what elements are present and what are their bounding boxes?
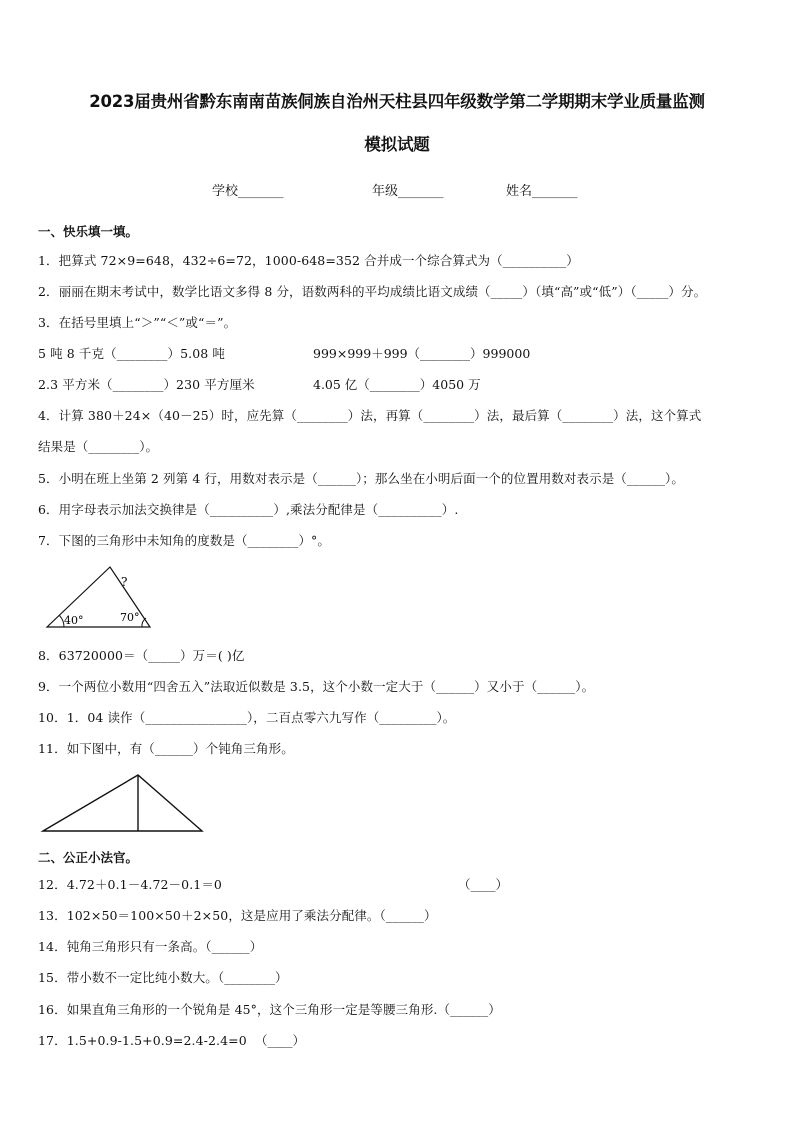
question-3b: 999×999＋999（________）999000 <box>313 346 531 361</box>
angle-right-label: 70° <box>120 611 140 624</box>
question-6: 6．用字母表示加法交换律是（__________）,乘法分配律是（__________）. <box>38 502 459 517</box>
question-10: 10．1．04 读作（________________），二百点零六九写作（_________）。 <box>38 710 456 725</box>
question-7: 7．下图的三角形中未知角的度数是（________）°。 <box>38 533 331 548</box>
angle-left-label: 40° <box>64 614 84 627</box>
question-12: 12．4.72＋0.1－4.72－0.1＝0 <box>38 877 222 892</box>
question-3c: 2.3 平方米（________）230 平方厘米 <box>38 377 255 392</box>
school-field[interactable]: 学校_______ <box>212 184 284 199</box>
question-13: 13．102×50＝100×50＋2×50，这是应用了乘法分配律。（______） <box>38 908 437 923</box>
page-subtitle: 模拟试题 <box>364 135 430 154</box>
section-1-heading: 一、快乐填一填。 <box>38 224 139 239</box>
question-17-answer[interactable]: （____） <box>255 1033 306 1048</box>
outer-triangle <box>43 775 202 831</box>
grade-field[interactable]: 年级_______ <box>372 184 444 199</box>
question-3a: 5 吨 8 千克（________）5.08 吨 <box>38 346 226 361</box>
question-11: 11．如下图中，有（______）个钝角三角形。 <box>38 741 294 756</box>
triangle-figure <box>42 562 162 632</box>
name-field[interactable]: 姓名_______ <box>506 184 578 199</box>
question-14: 14．钝角三角形只有一条高。（______） <box>38 939 263 954</box>
question-12-answer[interactable]: （____） <box>458 877 509 892</box>
question-9: 9．一个两位小数用“四舍五入”法取近似数是 3.5，这个小数一定大于（______）又小于（______）。 <box>38 679 595 694</box>
question-3: 3．在括号里填上“＞”“＜”或“＝”。 <box>38 315 237 330</box>
question-5: 5．小明在班上坐第 2 列第 4 行，用数对表示是（______）；那么坐在小明后面一个的位置用数对表示是（______）。 <box>38 471 684 486</box>
question-4: 4．计算 380＋24×（40－25）时，应先算（________）法，再算（________）法，最后算（________）法，这个算式 <box>38 408 702 423</box>
question-15: 15．带小数不一定比纯小数大。（________） <box>38 970 288 985</box>
question-17: 17．1.5+0.9-1.5+0.9=2.4-2.4=0 <box>38 1033 247 1048</box>
obtuse-triangle-figure <box>38 770 208 836</box>
unknown-angle-label: ? <box>121 575 128 589</box>
question-8: 8．63720000＝（_____）万＝( )亿 <box>38 648 245 663</box>
question-3d: 4.05 亿（________）4050 万 <box>313 377 481 392</box>
section-2-heading: 二、公正小法官。 <box>38 850 139 865</box>
question-1: 1．把算式 72×9=648，432÷6=72，1000-648=352 合并成一个综合算式为（__________） <box>38 253 579 268</box>
question-16: 16．如果直角三角形的一个锐角是 45°，这个三角形一定是等腰三角形.（______） <box>38 1002 501 1017</box>
question-4-cont: 结果是（________）。 <box>38 439 159 454</box>
question-2: 2．丽丽在期末考试中，数学比语文多得 8 分，语数两科的平均成绩比语文成绩（_____）（填“高”或“低”）（_____）分。 <box>38 284 707 299</box>
page-title: 2023届贵州省黔东南南苗族侗族自治州天柱县四年级数学第二学期期末学业质量监测 <box>89 92 705 111</box>
